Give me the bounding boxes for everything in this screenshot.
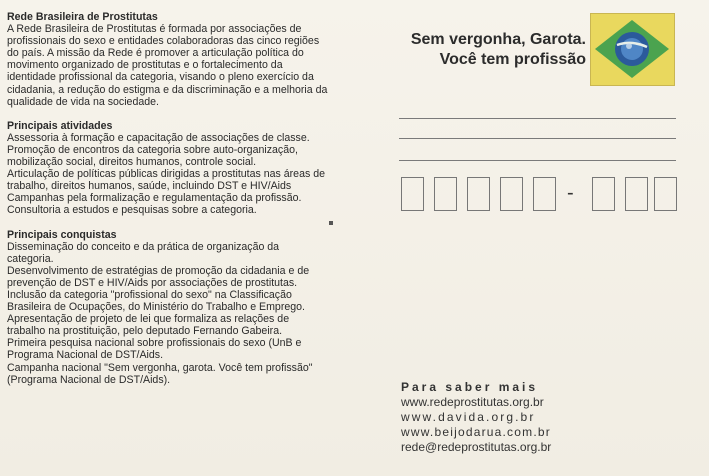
activity-line: Promoção de encontros da categoria sobre auto-organização, — [7, 143, 298, 156]
intro-line: A Rede Brasileira de Prostitutas é formada por associações de — [7, 23, 302, 36]
description-column — [7, 11, 357, 398]
achievement-line: Primeira pesquisa nacional sobre profissionais do sexo (UnB e — [7, 337, 302, 350]
postal-code-box[interactable] — [592, 177, 615, 211]
campaign-headline — [366, 30, 586, 70]
postal-code-box[interactable] — [401, 177, 424, 211]
intro-line: movimento organizado de prostitutas e o fortalecimento da — [7, 59, 283, 72]
achievement-line: Desenvolvimento de estratégias de promoção da cidadania e de — [7, 264, 310, 277]
activities-title: Principais atividades — [7, 119, 113, 132]
address-line[interactable] — [399, 138, 676, 139]
intro-line: do país. A missão da Rede é promover a articulação política do — [7, 47, 304, 60]
postal-code-box[interactable] — [654, 177, 677, 211]
achievement-line: Apresentação de projeto de lei que formaliza as relações de — [7, 313, 290, 326]
postal-code-box[interactable] — [467, 177, 490, 211]
postal-code-box[interactable] — [500, 177, 523, 211]
achievement-line: trabalho na prostituição, pelo deputado Fernando Gabeira. — [7, 325, 283, 338]
website-link[interactable]: www.beijodarua.com.br — [401, 425, 551, 439]
intro-line: qualidade de vida na sociedade. — [7, 95, 159, 108]
headline-line-1: Sem vergonha, Garota. — [410, 31, 586, 48]
activity-line: Campanhas pela formalização e regulamentação da profissão. — [7, 192, 302, 205]
achievements-section — [7, 229, 357, 386]
activity-line: Consultoria a estudos e pesquisas sobre a categoria. — [7, 204, 257, 217]
achievement-line: (Programa Nacional de DST/Aids). — [7, 373, 171, 386]
achievements-title: Principais conquistas — [7, 228, 117, 241]
intro-line: profissionais do sexo e entidades colaboradoras das cinco regiões — [7, 35, 320, 48]
intro-line: identidade profissional da categoria, visando o pleno exercício da — [7, 71, 314, 84]
activity-line: trabalho, direitos humanos, saúde, incluindo DST e HIV/Aids — [7, 180, 292, 193]
activity-line: Assessoria à formação e capacitação de associações de classe. — [7, 131, 310, 144]
headline-line-2: Você tem profissão — [439, 51, 586, 68]
activity-line: mobilização social, direitos humanos, controle social. — [7, 156, 257, 169]
achievement-line: categoria. — [7, 252, 54, 265]
achievement-line: Disseminação do conceito e da prática de organização da — [7, 240, 280, 253]
achievement-line: Brasileira de Ocupações, do Ministério do Trabalho e Emprego. — [7, 301, 305, 314]
postal-code-box[interactable] — [434, 177, 457, 211]
intro-section — [7, 11, 357, 108]
activity-line: Articulação de políticas públicas dirigidas a prostitutas nas áreas de — [7, 168, 325, 181]
postal-code-box[interactable] — [533, 177, 556, 211]
achievement-line: Inclusão da categoria "profissional do sexo" na Classificação — [7, 288, 292, 301]
activities-section — [7, 120, 357, 217]
postal-code-box[interactable] — [625, 177, 648, 211]
address-line[interactable] — [399, 118, 676, 119]
brazil-flag-stamp-icon — [591, 14, 674, 85]
website-link[interactable]: www.redeprostitutas.org.br — [401, 395, 544, 409]
stamp — [590, 13, 675, 86]
achievement-line: Programa Nacional de DST/Aids. — [7, 349, 164, 362]
intro-title: Rede Brasileira de Prostitutas — [7, 11, 158, 23]
address-line[interactable] — [399, 160, 676, 161]
intro-line: cidadania, a redução do estigma e da discriminação e a melhoria da — [7, 83, 328, 96]
postal-code-dash: - — [567, 182, 574, 204]
email-link[interactable]: rede@redeprostitutas.org.br — [401, 440, 552, 454]
achievement-line: prevenção de DST e HIV/Aids por associações de prostitutas. — [7, 276, 298, 289]
website-link[interactable]: www.davida.org.br — [401, 410, 536, 424]
bullet-mark — [329, 221, 333, 225]
more-info-block — [401, 380, 551, 455]
more-info-title: Para saber mais — [401, 380, 539, 394]
achievement-line: Campanha nacional "Sem vergonha, garota. Você tem profissão" — [7, 361, 313, 374]
